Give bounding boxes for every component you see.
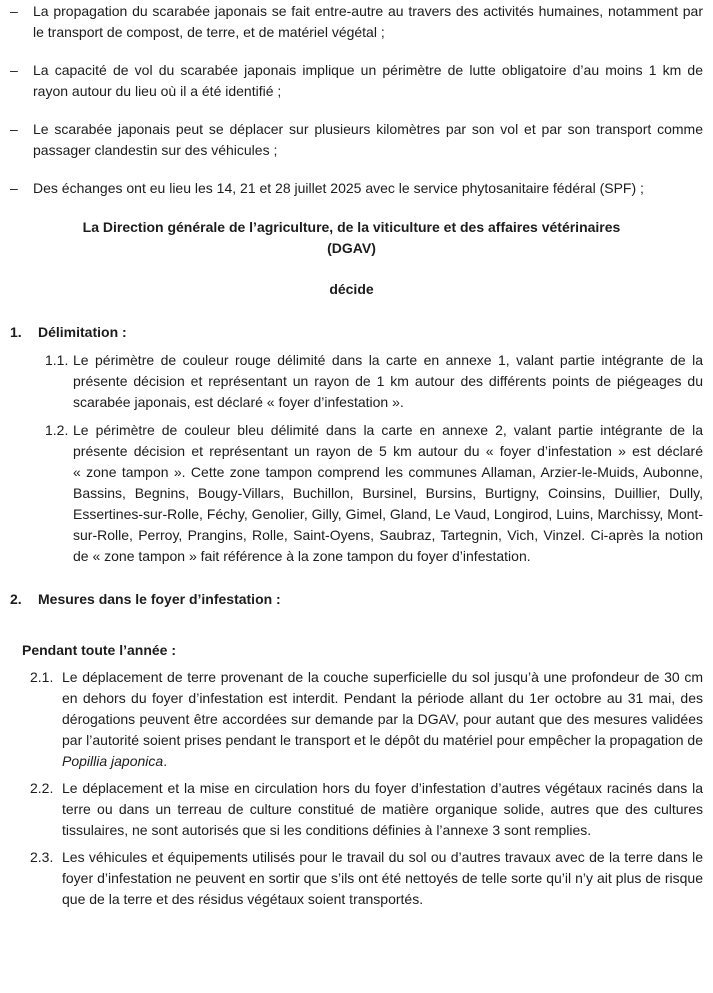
item-2-1-number: 2.1. (30, 669, 54, 685)
section-2-heading (0, 589, 703, 610)
section-2-number: 2. (10, 591, 22, 607)
bullet-text: La capacité de vol du scarabée japonais implique un périmètre de lutte obligatoire d’au moins 1 km de rayon autour du lieu où il a été identifié ; (33, 62, 703, 99)
item-1-1 (0, 350, 703, 413)
bullet-marker: – (10, 3, 18, 19)
item-2-1-text-end: . (163, 753, 168, 769)
bullet-text: La propagation du scarabée japonais se fait entre-autre au travers des activités humaines, notamment par le transport de compost, de terre, et de matériel végétal ; (33, 3, 703, 40)
authority-heading-line1: La Direction générale de l’agriculture, de la viticulture et des affaires vétérinaires (82, 219, 621, 235)
section-1-title: Délimitation : (38, 324, 127, 340)
bullet-text: Le scarabée japonais peut se déplacer sur plusieurs kilomètres par son vol et par son transport comme passager clandestin sur des véhicules ; (33, 121, 703, 158)
item-2-3 (0, 847, 703, 910)
item-2-3-number: 2.3. (30, 849, 54, 865)
item-1-2 (0, 420, 703, 567)
bullet-item (0, 60, 703, 102)
bullet-marker: – (10, 121, 18, 137)
section-2 (0, 589, 703, 910)
bullet-marker: – (10, 62, 18, 78)
bullet-item (0, 178, 703, 199)
section-1 (0, 322, 703, 567)
item-2-1-text-main: Le déplacement de terre provenant de la couche superficielle du sol jusqu’à une profondeur de 30 cm en dehors du foyer d’infestation est interdit. Pendant la période allant du 1er octobre au 31 mai, des dérogations peuvent être accordées sur demande par la DGAV, pour autant que des mesures validées par l’autorité soient prises pendant le transport et le dépôt du matériel pour empêcher la propagation de (62, 669, 703, 748)
item-2-1-text (62, 667, 703, 772)
species-name-italic: Popillia japonica (62, 753, 164, 769)
section-2-title: Mesures dans le foyer d’infestation : (38, 591, 281, 607)
item-1-1-number: 1.1. (45, 352, 69, 368)
authority-heading-line2: (DGAV) (327, 240, 376, 256)
bullet-text: Des échanges ont eu lieu les 14, 21 et 28 juillet 2025 avec le service phytosanitaire fédéral (SPF) ; (33, 180, 644, 196)
section-1-heading (0, 322, 703, 343)
authority-heading (0, 217, 703, 259)
subheading-pendant: Pendant toute l’année : (22, 642, 177, 658)
decision-word: décide (329, 281, 374, 297)
section-1-number: 1. (10, 324, 22, 340)
item-1-2-text: Le périmètre de couleur bleu délimité dans la carte en annexe 2, valant partie intégrante de la présente décision et représentant un rayon de 5 km autour du « foyer d’infestation » est déclaré « zone tampon ». Cette zone tampon comprend les communes Allaman, Arzier-le-Muids, Aubonne, Bassins, Begnins, Bougy-Villars, Buchillon, Bursinel, Bursins, Burtigny, Coinsins, Duillier, Dully, Essertines-sur-Rolle, Féchy, Genolier, Gilly, Gimel, Gland, Le Vaud, Longirod, Luins, Marchissy, Mont-sur-Rolle, Perroy, Prangins, Rolle, Saint-Oyens, Saubraz, Tartegnin, Vich, Vinzel. Ci-après la notion de « zone tampon » fait référence à la zone tampon du foyer d’infestation. (73, 422, 703, 564)
item-2-2-text: Le déplacement et la mise en circulation hors du foyer d’infestation d’autres végétaux racinés dans la terre ou dans un terreau de culture constitué de matière organique solide, autres que des cultures tissulaires, ne sont autorisés que si les conditions définies à l’annexe 3 sont remplies. (62, 780, 703, 838)
bullet-marker: – (10, 180, 18, 196)
item-2-1 (0, 667, 703, 772)
item-2-2 (0, 778, 703, 841)
item-1-1-text: Le périmètre de couleur rouge délimité dans la carte en annexe 1, valant partie intégrante de la présente décision et représentant un rayon de 1 km autour des différents points de piégeages du scarabée japonais, est déclaré « foyer d’infestation ». (73, 352, 703, 410)
bullet-item (0, 1, 703, 43)
bullet-item (0, 119, 703, 161)
item-2-3-text: Les véhicules et équipements utilisés pour le travail du sol ou d’autres travaux avec de la terre dans le foyer d’infestation ne peuvent en sortir que s’ils ont été nettoyés de telle sorte qu’il n’y ait plus de risque que de la terre et des résidus végétaux soient transportés. (62, 849, 703, 907)
item-2-2-number: 2.2. (30, 780, 54, 796)
item-1-2-number: 1.2. (45, 422, 69, 438)
